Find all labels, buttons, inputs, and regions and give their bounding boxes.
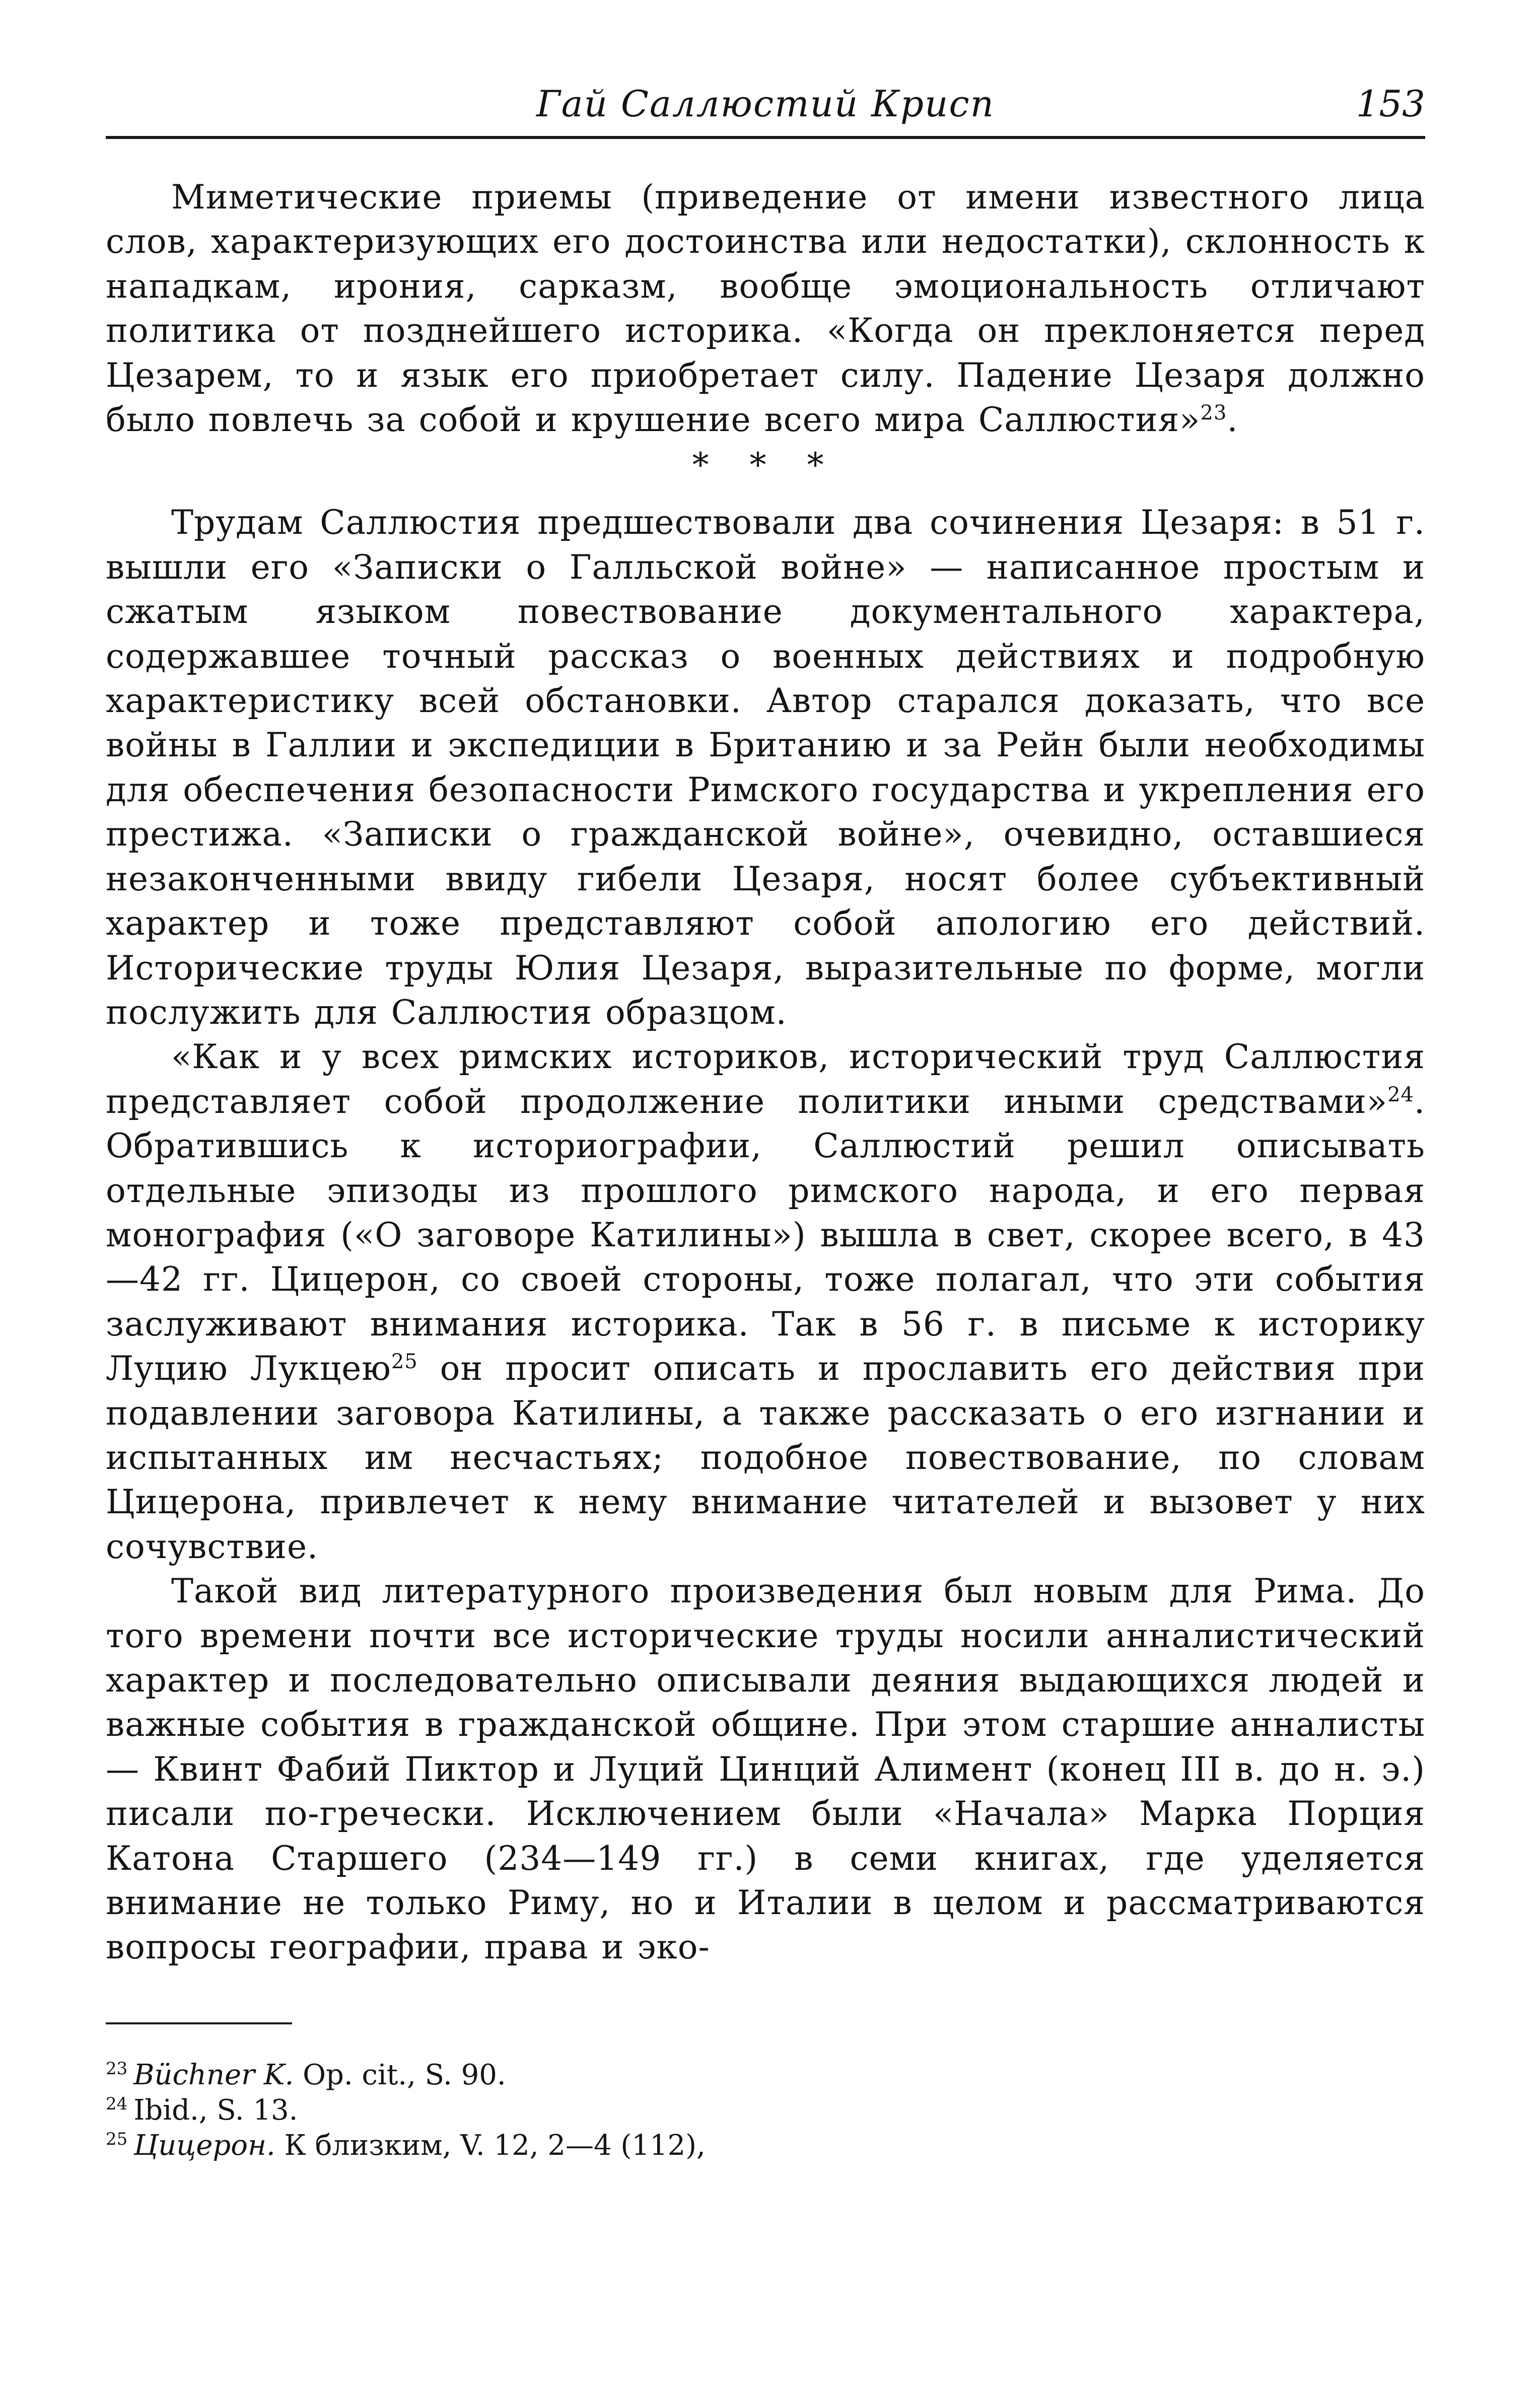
footnote-author: Büchner K. xyxy=(133,2058,294,2091)
footnotes xyxy=(106,2058,1425,2163)
footnote-ref-25[interactable]: 25 xyxy=(391,1350,418,1374)
paragraph-1-text: Миметические приемы (приведение от имени известного лица слов, характеризующих его достоинства или недостатки), склонность к нападкам, ирония, сарказм, вообще эмоциональность отличают политика от позднейшего историка. «Когда он преклоняется перед Цезарем, то и язык его приобретает силу. Падение Цезаря должно было повлечь за собой и крушение всего мира Саллюстия» xyxy=(106,178,1425,440)
footnote-25 xyxy=(106,2128,1425,2163)
paragraph-2 xyxy=(106,501,1425,1035)
page-number: 153 xyxy=(1356,83,1425,125)
footnote-author: Цицерон. xyxy=(133,2129,275,2162)
footnote-23 xyxy=(106,2058,1425,2093)
footnote-divider xyxy=(106,2022,292,2024)
footnote-text: К близким, V. 12, 2—4 (112), xyxy=(275,2129,706,2162)
paragraph-1-tail: . xyxy=(1227,400,1238,440)
paragraph-3 xyxy=(106,1035,1425,1569)
paragraph-2-text: Трудам Саллюстия предшествовали два сочинения Цезаря: в 51 г. вышли его «Записки о Галльской войне» — написанное простым и сжатым языком повествование документального характера, содержавшее точный рассказ о военных действиях и подробную характеристику всей обстановки. Автор старался доказать, что все войны в Галлии и экспедиции в Британию и за Рейн были необходимы для обеспечения безопасности Римского государства и укрепления его престижа. «Записки о гражданской войне», очевидно, оставшиеся незаконченными ввиду гибели Цезаря, носят более субъективный характер и тоже представляют собой апологию его действий. Исторические труды Юлия Цезаря, выразительные по форме, могли послужить для Саллюстия образцом. xyxy=(106,503,1425,1032)
paragraph-3-tail: . Обратившись к историографии, Саллюстий решил описывать отдельные эпизоды из прошлого римского народа, и его первая монография («О заговоре Катилины») вышла в свет, скорее всего, в 43—42 гг. Цицерон, со своей стороны, тоже полагал, что эти события заслуживают внимания историка. Так в 56 г. в письме к историку Луцию Лукцею xyxy=(106,1082,1425,1388)
footnote-text: Ibid., S. 13. xyxy=(133,2093,298,2127)
paragraph-3-text: «Как и у всех римских историков, исторический труд Саллюстия представляет собой продолжение политики иными средствами» xyxy=(106,1037,1425,1121)
footnote-ref-23[interactable]: 23 xyxy=(1200,401,1227,425)
paragraph-4-text: Такой вид литературного произведения был новым для Рима. До того времени почти все исторические труды носили анналистический характер и последовательно описывали деяния выдающихся людей и важные события в гражданской общине. При этом старшие анналисты — Квинт Фабий Пиктор и Луций Цинций Алимент (конец III в. до н. э.) писали по-гречески. Исключением были «Начала» Марка Порция Катона Старшего (234—149 гг.) в семи книгах, где уделяется внимание не только Риму, но и Италии в целом и рассматриваются вопросы географии, права и эко- xyxy=(106,1572,1425,1967)
footnote-number: 25 xyxy=(106,2129,128,2150)
main-text xyxy=(106,175,1425,1970)
paragraph-4 xyxy=(106,1569,1425,1970)
footnote-number: 24 xyxy=(106,2094,128,2115)
page-header xyxy=(106,76,1425,139)
running-title: Гай Саллюстий Крисп xyxy=(536,83,995,125)
footnote-text: Op. cit., S. 90. xyxy=(294,2058,506,2091)
footnote-ref-24[interactable]: 24 xyxy=(1387,1083,1415,1106)
section-separator: * * * xyxy=(692,446,839,485)
footnote-number: 23 xyxy=(106,2059,128,2079)
footnote-24 xyxy=(106,2093,1425,2128)
paragraph-1 xyxy=(106,175,1425,442)
page xyxy=(106,76,1425,2163)
paragraph-3-tail-2: он просит описать и прославить его действия при подавлении заговора Катилины, а также рассказать о его изгнании и испытанных им несчастьях; подобное повествование, по словам Цицерона, привлечет к нему внимание читателей и вызовет у них сочувствие. xyxy=(106,1349,1426,1566)
